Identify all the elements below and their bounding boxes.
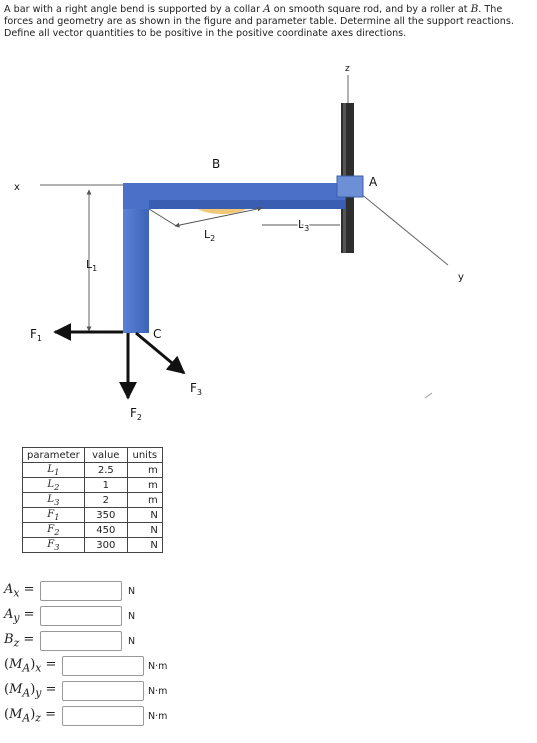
answer-unit-Ax: N (128, 585, 136, 597)
table-header-row (23, 448, 163, 463)
label-B: B (212, 157, 221, 171)
param-value: 2 (84, 493, 127, 508)
param-value: 450 (84, 523, 127, 538)
table-row (23, 478, 163, 493)
symbol-A: A (263, 3, 271, 15)
answer-unit-MAy: N·m (148, 685, 168, 697)
answer-row-MAx (4, 655, 168, 677)
answer-input-Ax[interactable] (40, 581, 122, 601)
param-unit: N (127, 508, 162, 523)
header-units: units (127, 448, 162, 463)
param-value: 300 (84, 538, 127, 553)
collar-A (337, 176, 363, 197)
problem-line1-c: . The (478, 4, 503, 15)
problem-line1-a: A bar with a right angle bend is supported by a collar (4, 4, 264, 15)
answer-row-MAy (4, 680, 168, 702)
answer-unit-MAx: N·m (148, 660, 168, 672)
answer-row-Bz (4, 630, 136, 652)
param-symbol: $F_3$ (23, 538, 85, 553)
param-symbol: $F_2$ (23, 523, 85, 538)
parameter-table (22, 447, 163, 553)
answer-input-MAx[interactable] (62, 656, 144, 676)
y-axis-label: y (458, 272, 464, 283)
label-F1: $F_1$ (30, 327, 42, 343)
answer-input-MAz[interactable] (62, 706, 144, 726)
param-symbol: $L_3$ (23, 493, 85, 508)
param-symbol: $F_1$ (23, 508, 85, 523)
answer-unit-Bz: N (128, 635, 136, 647)
answer-label-MAz: $(M_A)_z$ = (4, 707, 57, 725)
param-unit: m (127, 463, 162, 478)
x-axis-label: x (14, 182, 20, 193)
y-axis-line (360, 193, 448, 265)
label-L1: $L_1$ (86, 258, 98, 273)
symbol-B: B (470, 3, 479, 15)
header-parameter: parameter (23, 448, 85, 463)
z-axis-label: z (345, 64, 350, 74)
param-symbol: $L_1$ (23, 463, 85, 478)
label-A: A (369, 175, 378, 189)
param-value: 350 (84, 508, 127, 523)
L2-extension-line (149, 209, 178, 227)
param-unit: N (127, 523, 162, 538)
table-row (23, 508, 163, 523)
answer-label-MAx: $(M_A)_x$ = (4, 657, 57, 675)
answer-row-MAz (4, 705, 168, 727)
table-row (23, 538, 163, 553)
answer-unit-Ay: N (128, 610, 136, 622)
label-L3: $L_3$ (298, 218, 310, 233)
answer-row-Ax (4, 580, 136, 602)
problem-statement (4, 3, 532, 40)
param-unit: m (127, 493, 162, 508)
header-value: value (84, 448, 127, 463)
answer-row-Ay (4, 605, 136, 627)
param-symbol: $L_2$ (23, 478, 85, 493)
label-C: C (153, 327, 162, 341)
answer-input-MAy[interactable] (62, 681, 144, 701)
answer-input-Bz[interactable] (40, 631, 122, 651)
y-axis-tick (425, 393, 432, 398)
problem-line3: Define all vector quantities to be positive in the positive coordinate axes directions. (4, 28, 407, 39)
bar-figure (0, 40, 537, 440)
param-unit: m (127, 478, 162, 493)
param-value: 2.5 (84, 463, 127, 478)
label-L2: $L_2$ (204, 228, 216, 243)
param-value: 1 (84, 478, 127, 493)
table-row (23, 523, 163, 538)
param-unit: N (127, 538, 162, 553)
bar-horizontal-shade (149, 200, 345, 209)
answer-label-Bz: $B_z$ = (4, 632, 35, 650)
answer-label-MAy: $(M_A)_y$ = (4, 682, 57, 700)
problem-line1-b: on smooth square rod, and by a roller at (270, 4, 471, 15)
answer-unit-MAz: N·m (148, 710, 168, 722)
answer-input-Ay[interactable] (40, 606, 122, 626)
label-F2: $F_2$ (130, 406, 142, 422)
problem-line2: forces and geometry are as shown in the figure and parameter table. Determine all the support reactions. (4, 16, 514, 27)
answer-label-Ax: $A_x$ = (4, 582, 35, 600)
answer-label-Ay: $A_y$ = (4, 607, 35, 625)
table-row (23, 493, 163, 508)
table-row (23, 463, 163, 478)
label-F3: $F_3$ (190, 381, 202, 397)
